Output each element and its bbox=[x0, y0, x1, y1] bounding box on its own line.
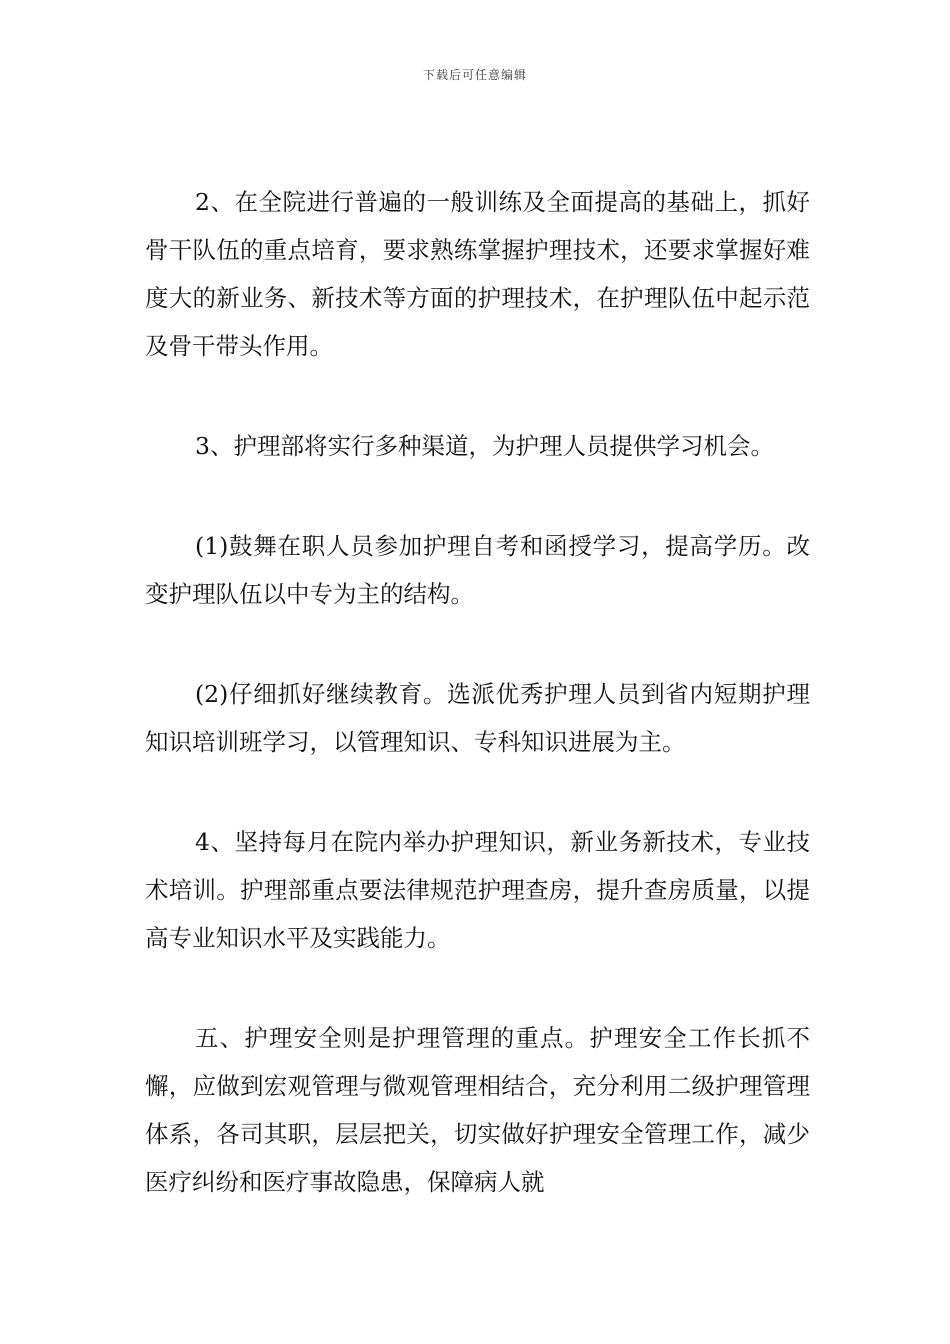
document-body bbox=[145, 178, 810, 1258]
paragraph-subitem-2: (2)仔细抓好继续教育。选派优秀护理人员到省内短期护理知识培训班学习，以管理知识、专科知识进展为主。 bbox=[145, 680, 810, 756]
page-header-note: 下载后可任意编辑 bbox=[422, 68, 527, 82]
paragraph-item-4: 4、坚持每月在院内举办护理知识，新业务新技术，专业技术培训。护理部重点要法律规范护理查房，提升查房质量，以提高专业知识水平及实践能力。 bbox=[145, 828, 810, 952]
paragraph-subitem-1: (1)鼓舞在职人员参加护理自考和函授学习，提高学历。改变护理队伍以中专为主的结构。 bbox=[145, 532, 810, 608]
paragraph-section-5: 五、护理安全则是护理管理的重点。护理安全工作长抓不懈，应做到宏观管理与微观管理相结合，充分利用二级护理管理体系，各司其职，层层把关，切实做好护理安全管理工作，减少医疗纠纷和医疗事故隐患，保障病人就 bbox=[145, 1024, 810, 1196]
paragraph-item-2: 2、在全院进行普遍的一般训练及全面提高的基础上，抓好骨干队伍的重点培育，要求熟练掌握护理技术，还要求掌握好难度大的新业务、新技术等方面的护理技术，在护理队伍中起示范及骨干带头作用。 bbox=[145, 188, 810, 360]
paragraph-item-3: 3、护理部将实行多种渠道，为护理人员提供学习机会。 bbox=[195, 432, 774, 460]
